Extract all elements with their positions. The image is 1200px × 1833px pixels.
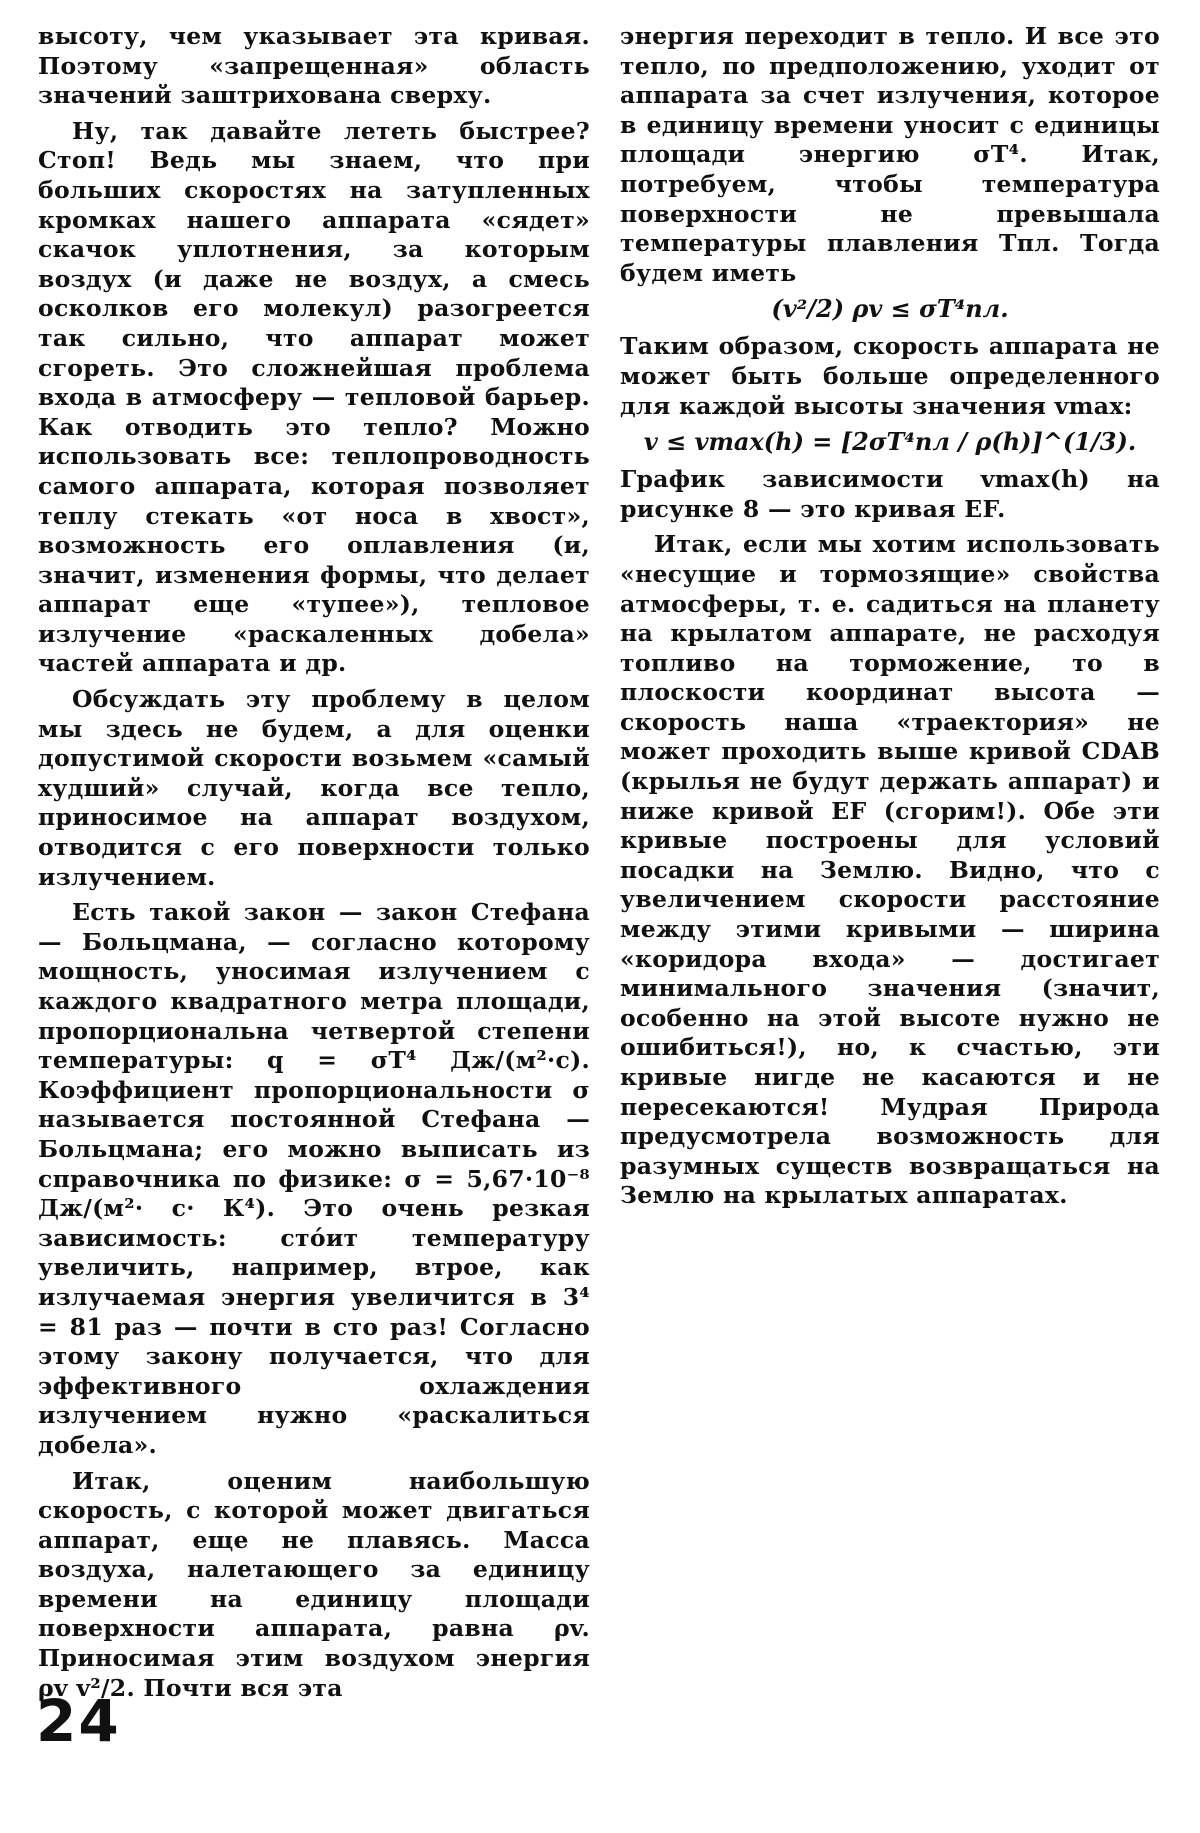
paragraph: энергия переходит в тепло. И все это тепло, по предположению, уходит от аппарата за счет излучения, которое в единицу времени уносит с единицы площади энергию σT⁴. Итак, потребуем, чтобы температура поверхности не превышала температуры плавления Tпл. Тогда будем иметь bbox=[620, 22, 1160, 287]
paragraph: высоту, чем указывает эта кривая. Поэтому «запрещенная» область значений заштрихована сверху. bbox=[38, 22, 590, 110]
paragraph: Есть такой закон — закон Стефана — Больцмана, — согласно которому мощность, уносимая излучением с каждого квадратного метра площади, пропорциональна четвертой степени температуры: q = σT⁴ Дж/(м²·с). Коэффициент пропорциональности σ называется постоянной Стефана — Больцмана; его можно выписать из справочника по физике: σ = 5,67·10⁻⁸ Дж/(м²· с· К⁴). Это очень резкая зависимость: стóит температуру увеличить, например, втрое, как излучаемая энергия увеличится в 3⁴ = 81 раз — почти в сто раз! Согласно этому закону получается, что для эффективного охлаждения излучением нужно «раскалиться добела». bbox=[38, 898, 590, 1459]
formula-max-velocity: v ≤ vmax(h) = [2σT⁴пл / ρ(h)]^(1/3). bbox=[643, 427, 1137, 457]
right-column bbox=[620, 22, 1160, 1217]
paragraph: Обсуждать эту проблему в целом мы здесь не будем, а для оценки допустимой скорости возьмем «самый худший» случай, когда все тепло, приносимое на аппарат воздухом, отводится с его поверхности только излучением. bbox=[38, 685, 590, 891]
paragraph: Итак, оценим наибольшую скорость, с которой может двигаться аппарат, еще не плавясь. Масса воздуха, налетающего за единицу времени на единицу площади поверхности аппарата, равна ρv. Приносимая этим воздухом энергия ρv v²/2. Почти вся эта bbox=[38, 1466, 590, 1702]
left-column bbox=[38, 22, 590, 1709]
page-number: 24 bbox=[36, 1687, 121, 1755]
paragraph: Итак, если мы хотим использовать «несущие и тормозящие» свойства атмосферы, т. е. садиться на планету на крылатом аппарате, не расходуя топливо на торможение, то в плоскости координат высота — скорость наша «траектория» не может проходить выше кривой CDAB (крылья не будут держать аппарат) и ниже кривой EF (сгорим!). Обе эти кривые построены для условий посадки на Землю. Видно, что с увеличением скорости расстояние между этими кривыми — ширина «коридора входа» — достигает минимального значения (значит, особенно на этой высоте нужно не ошибиться!), но, к счастью, эти кривые нигде не касаются и не пересекаются! Мудрая Природа предусмотрела возможность для разумных существ возвращаться на Землю на крылатых аппаратах. bbox=[620, 530, 1160, 1210]
formula-energy-balance: (v²/2) ρv ≤ σT⁴пл. bbox=[771, 294, 1009, 324]
paragraph: График зависимости vmax(h) на рисунке 8 — это кривая EF. bbox=[620, 465, 1160, 523]
paragraph: Таким образом, скорость аппарата не может быть больше определенного для каждой высоты значения vmax: bbox=[620, 332, 1160, 420]
paragraph: Ну, так давайте лететь быстрее? Стоп! Ведь мы знаем, что при больших скоростях на затупленных кромках нашего аппарата «сядет» скачок уплотнения, за которым воздух (и даже не воздух, а смесь осколков его молекул) разогреется так сильно, что аппарат может сгореть. Это сложнейшая проблема входа в атмосферу — тепловой барьер. Как отводить это тепло? Можно использовать все: теплопроводность самого аппарата, которая позволяет теплу стекать «от носа в хвост», возможность его оплавления (и, значит, изменения формы, что делает аппарат еще «тупее»), тепловое излучение «раскаленных добела» частей аппарата и др. bbox=[38, 116, 590, 678]
